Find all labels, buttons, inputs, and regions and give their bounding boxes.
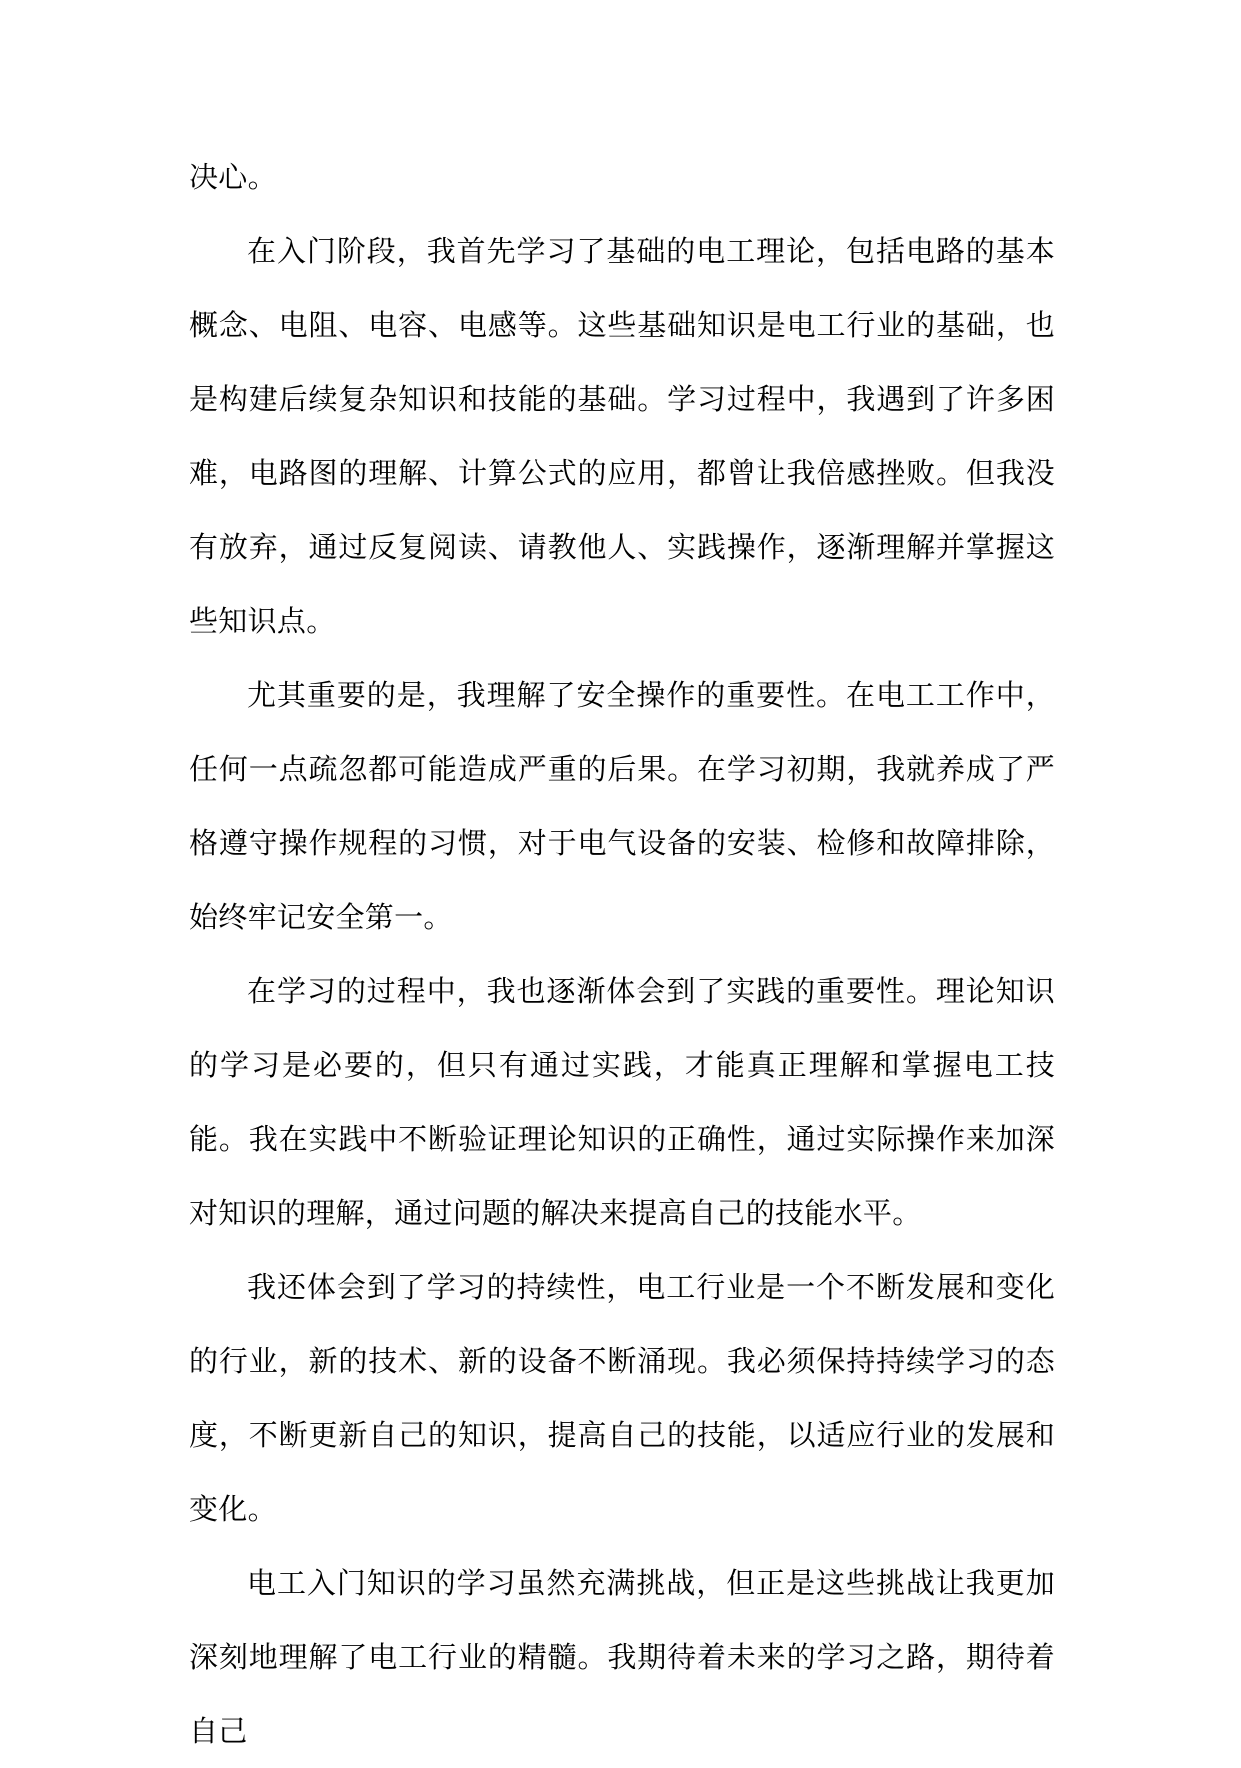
paragraph-basics: 在入门阶段，我首先学习了基础的电工理论，包括电路的基本概念、电阻、电容、电感等。这些基础知识是电工行业的基础，也是构建后续复杂知识和技能的基础。学习过程中，我遇到了许多困难，电路图的理解、计算公式的应用，都曾让我倍感挫败。但我没有放弃，通过反复阅读、请教他人、实践操作，逐渐理解并掌握这些知识点。 xyxy=(189,234,1055,638)
paragraph-conclusion: 电工入门知识的学习虽然充满挑战，但正是这些挑战让我更加深刻地理解了电工行业的精髓。我期待着未来的学习之路，期待着自己 xyxy=(189,1566,1055,1748)
paragraph-continuous-learning: 我还体会到了学习的持续性，电工行业是一个不断发展和变化的行业，新的技术、新的设备不断涌现。我必须保持持续学习的态度，不断更新自己的知识，提高自己的技能，以适应行业的发展和变化。 xyxy=(189,1270,1055,1526)
paragraph-continuation: 决心。 xyxy=(189,160,277,194)
paragraph-practice: 在学习的过程中，我也逐渐体会到了实践的重要性。理论知识的学习是必要的，但只有通过实践，才能真正理解和掌握电工技能。我在实践中不断验证理论知识的正确性，通过实际操作来加深对知识的理解，通过问题的解决来提高自己的技能水平。 xyxy=(189,974,1055,1230)
document-body xyxy=(189,140,1055,1768)
paragraph-safety: 尤其重要的是，我理解了安全操作的重要性。在电工工作中，任何一点疏忽都可能造成严重的后果。在学习初期，我就养成了严格遵守操作规程的习惯，对于电气设备的安装、检修和故障排除，始终牢记安全第一。 xyxy=(189,678,1055,934)
